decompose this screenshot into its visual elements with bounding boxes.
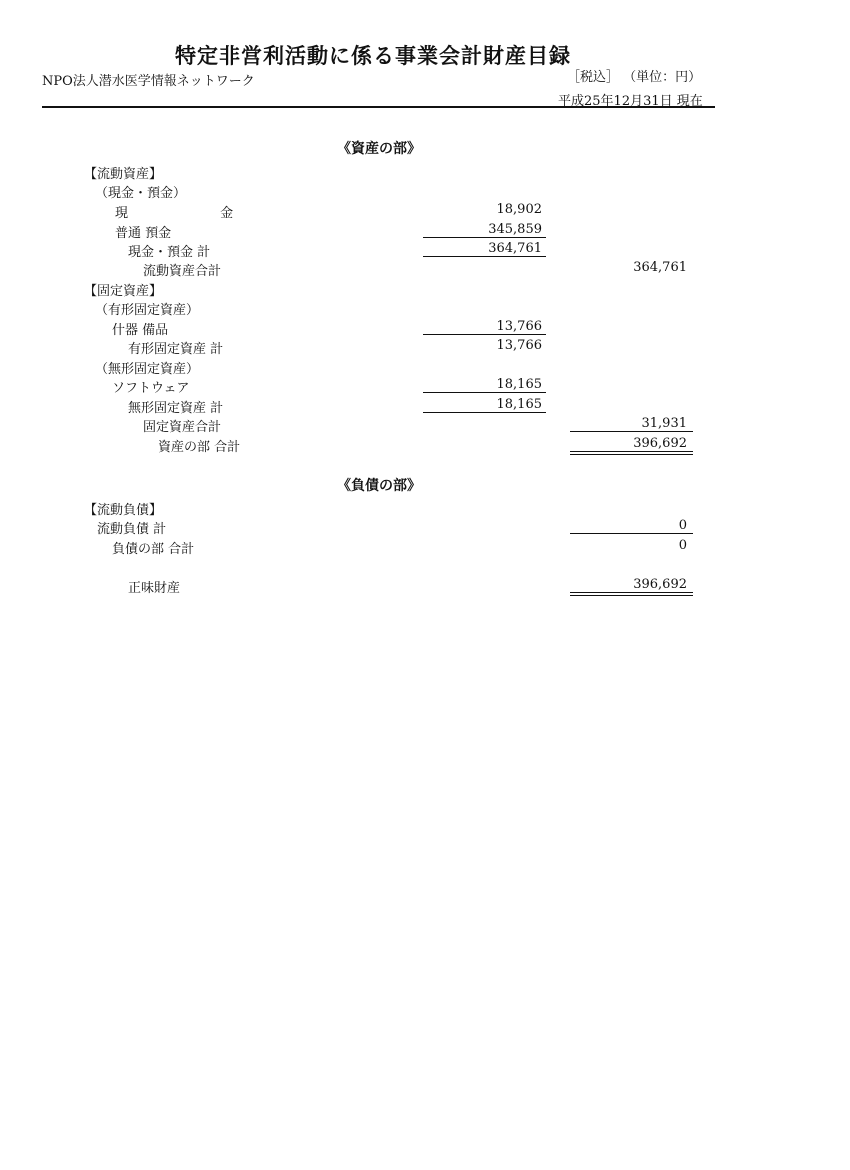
net-assets-label: 正味財産 [128,581,181,596]
current-liabilities-total-underline [570,533,693,534]
savings-underline [423,237,546,238]
software-underline [423,392,546,393]
net-assets-underline-2 [570,595,693,596]
current-assets-total-label: 流動資産合計 [143,264,222,279]
liabilities-heading: 《負債の部》 [337,478,421,494]
software-value: 18,165 [496,377,542,392]
document-title: 特定非営利活動に係る事業会計財産目録 [175,44,571,68]
assets-grand-total-underline-2 [570,454,693,455]
assets-grand-total-underline-1 [570,451,693,452]
savings-label: 普通 預金 [115,226,172,241]
cash-deposits-total-value: 364,761 [488,241,542,256]
fixtures-value: 13,766 [496,319,542,334]
assets-grand-total-label: 資産の部 合計 [158,440,241,455]
cash-value: 18,902 [496,202,542,217]
fixed-assets-total-value: 31,931 [641,416,687,431]
current-liabilities-label: 【流動負債】 [84,503,163,518]
cash-deposits-total-label: 現金・預金 計 [128,245,211,260]
assets-heading: 《資産の部》 [337,141,421,157]
current-liabilities-total-label: 流動負債 計 [97,522,167,537]
cash-deposits-total-underline [423,256,546,257]
net-assets-underline-1 [570,592,693,593]
current-assets-total-value: 364,761 [633,260,687,275]
organization-name: NPO法人潜水医学情報ネットワーク [42,74,255,89]
fixed-assets-total-underline [570,431,693,432]
fixtures-underline [423,334,546,335]
assets-grand-total-value: 396,692 [633,436,687,451]
cash-label: 現 金 [115,206,278,221]
current-assets-label: 【流動資産】 [84,167,163,182]
tangible-total-label: 有形固定資産 計 [128,342,224,357]
fixed-assets-total-label: 固定資産合計 [143,420,222,435]
header-divider [42,106,715,108]
cash-deposits-label: （現金・預金） [95,186,187,201]
liabilities-grand-total-value: 0 [678,538,687,553]
savings-value: 345,859 [488,222,542,237]
intangible-total-label: 無形固定資産 計 [128,401,224,416]
as-of-date: 平成25年12月31日 現在 [558,94,703,109]
intangible-fixed-assets-label: （無形固定資産） [95,362,200,377]
intangible-total-value: 18,165 [496,397,542,412]
tax-unit-note: ［税込］ （単位：円） [567,70,702,85]
fixtures-label: 什器 備品 [112,323,169,338]
net-assets-value: 396,692 [633,577,687,592]
tangible-total-value: 13,766 [496,338,542,353]
tangible-fixed-assets-label: （有形固定資産） [95,303,200,318]
liabilities-grand-total-label: 負債の部 合計 [112,542,195,557]
fixed-assets-label: 【固定資産】 [84,284,163,299]
intangible-total-underline [423,412,546,413]
current-liabilities-total-value: 0 [678,518,687,533]
software-label: ソフトウェア [112,381,190,396]
